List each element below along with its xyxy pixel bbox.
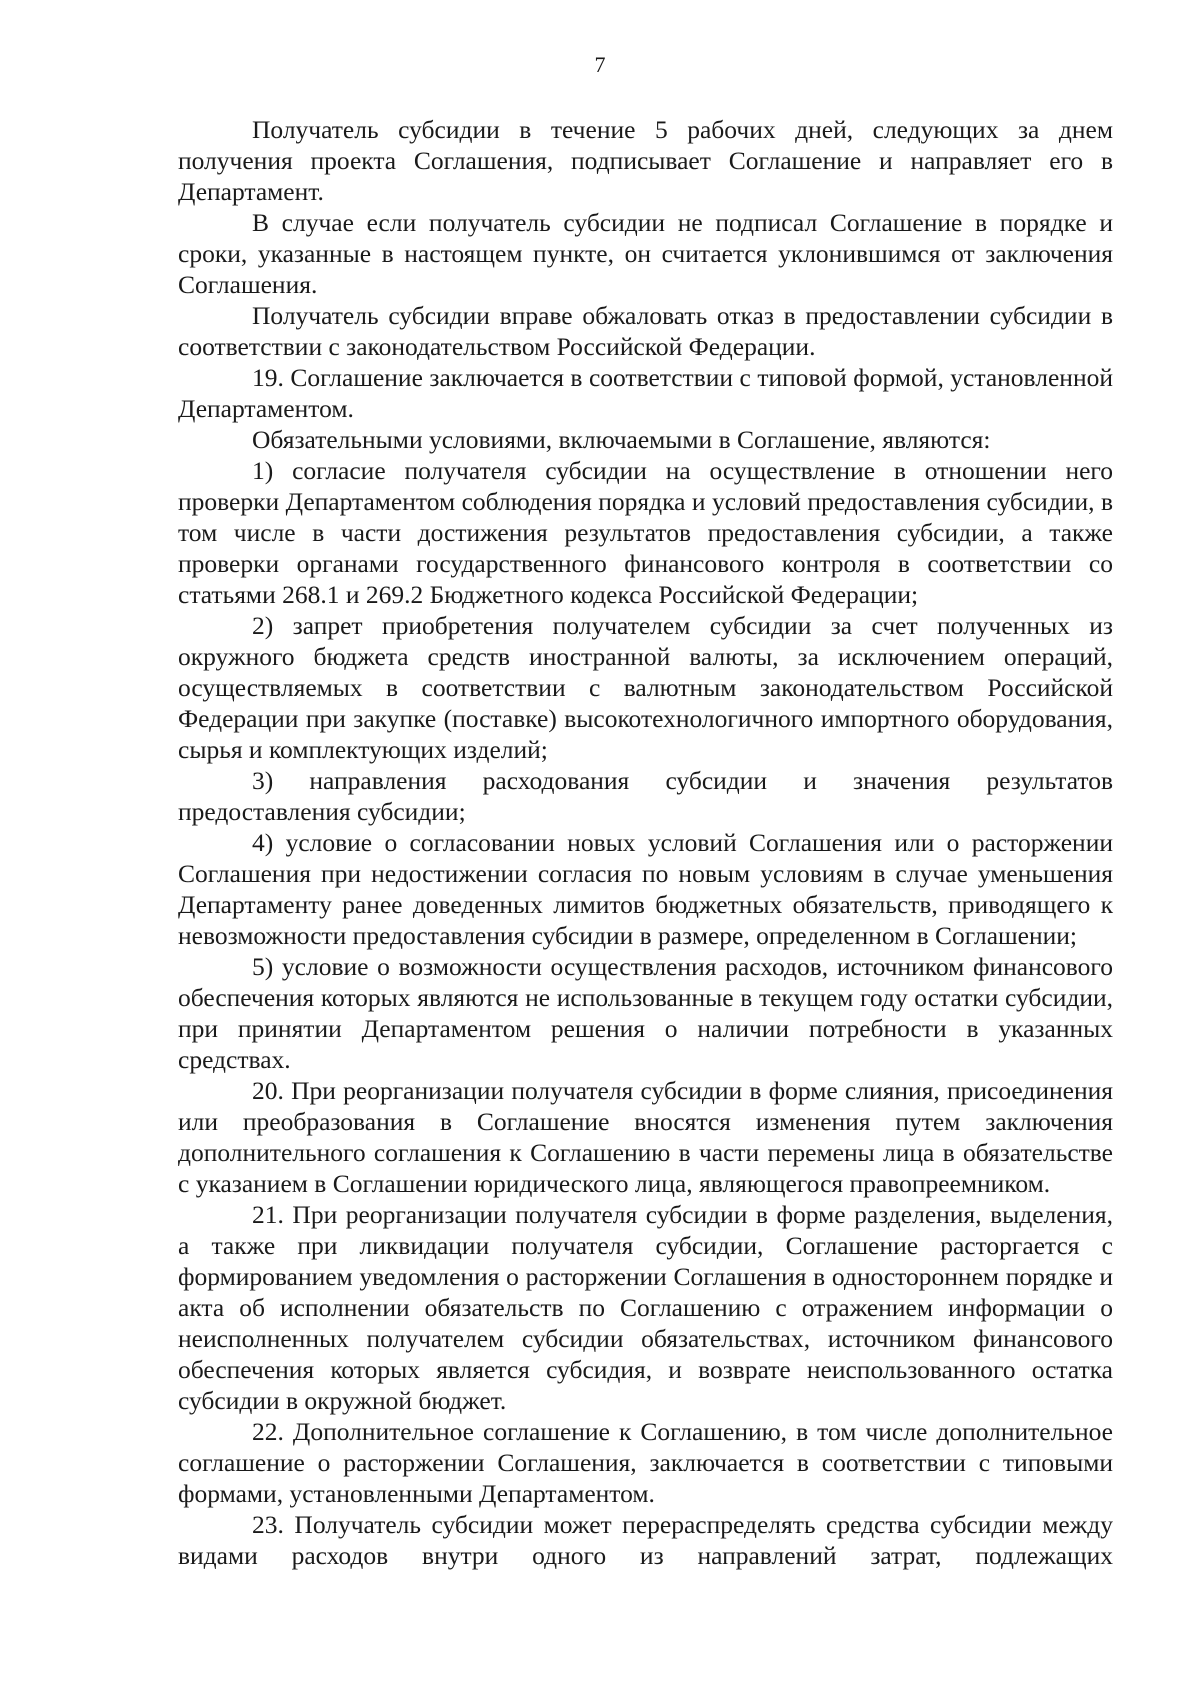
paragraph: 3) направления расходования субсидии и значения результатов предоставления субсидии;	[178, 766, 1113, 826]
paragraph: Обязательными условиями, включаемыми в Соглашение, являются:	[252, 425, 991, 454]
paragraph: 1) согласие получателя субсидии на осуществление в отношении него проверки Департаментом соблюдения порядка и условий предоставления субсидии, в том числе в части достижения результатов предоставления субсидии, а также проверки органами государственного финансового контроля в соответствии со статьями 268.1 и 269.2 Бюджетного кодекса Российской Федерации;	[178, 456, 1113, 609]
paragraph: 5) условие о возможности осуществления расходов, источником финансового обеспечения которых являются не использованные в текущем году остатки субсидии, при принятии Департаментом решения о наличии потребности в указанных средствах.	[178, 952, 1113, 1074]
paragraph: В случае если получатель субсидии не подписал Соглашение в порядке и сроки, указанные в настоящем пункте, он считается уклонившимся от заключения Соглашения.	[178, 208, 1113, 299]
paragraph: 4) условие о согласовании новых условий Соглашения или о расторжении Соглашения при недостижении согласия по новым условиям в случае уменьшения Департаменту ранее доведенных лимитов бюджетных обязательств, приводящего к невозможности предоставления субсидии в размере, определенном в Соглашении;	[178, 828, 1113, 950]
paragraph: 19. Соглашение заключается в соответствии с типовой формой, установленной Департаментом.	[178, 363, 1113, 423]
paragraph: Получатель субсидии в течение 5 рабочих дней, следующих за днем получения проекта Соглашения, подписывает Соглашение и направляет его в Департамент.	[178, 115, 1113, 206]
paragraph: 22. Дополнительное соглашение к Соглашению, в том числе дополнительное соглашение о расторжении Соглашения, заключается в соответствии с типовыми формами, установленными Департаментом.	[178, 1417, 1113, 1508]
page-number: 7	[594, 52, 606, 77]
paragraph: Получатель субсидии вправе обжаловать отказ в предоставлении субсидии в соответствии с законодательством Российской Федерации.	[178, 301, 1113, 361]
paragraph: 23. Получатель субсидии может перераспределять средства субсидии между видами расходов внутри одного из направлений затрат, подлежащих	[178, 1510, 1113, 1570]
paragraph: 20. При реорганизации получателя субсидии в форме слияния, присоединения или преобразования в Соглашение вносятся изменения путем заключения дополнительного соглашения к Соглашению в части перемены лица в обязательстве с указанием в Соглашении юридического лица, являющегося правопреемником.	[178, 1076, 1113, 1198]
document-body	[178, 114, 1113, 1571]
paragraph: 2) запрет приобретения получателем субсидии за счет полученных из окружного бюджета средств иностранной валюты, за исключением операций, осуществляемых в соответствии с валютным законодательством Российской Федерации при закупке (поставке) высокотехнологичного импортного оборудования, сырья и комплектующих изделий;	[178, 611, 1113, 764]
paragraph: 21. При реорганизации получателя субсидии в форме разделения, выделения, а также при ликвидации получателя субсидии, Соглашение расторгается с формированием уведомления о расторжении Соглашения в одностороннем порядке и акта об исполнении обязательств по Соглашению с отражением информации о неисполненных получателем субсидии обязательствах, источником финансового обеспечения которых является субсидия, и возврате неиспользованного остатка субсидии в окружной бюджет.	[178, 1200, 1113, 1415]
